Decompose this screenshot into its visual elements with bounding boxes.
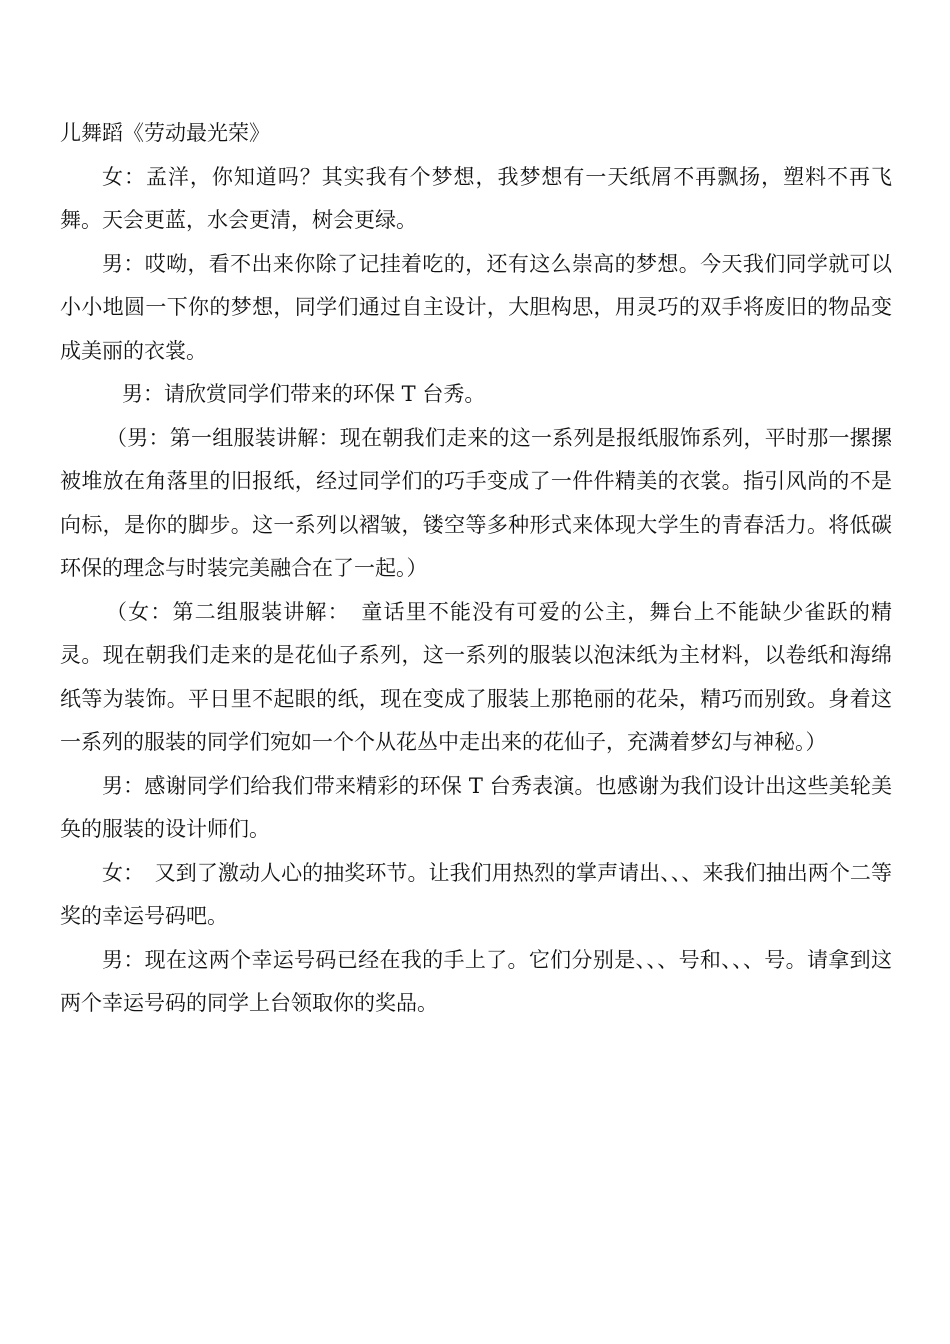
document-body — [60, 112, 892, 1026]
paragraph-male-lucky-numbers: 男：现在这两个幸运号码已经在我的手上了。它们分别是、、、号和、、、号。请拿到这两个幸运号码的同学上台领取你的奖品。 — [60, 947, 892, 1015]
paragraph-dance-title: 儿舞蹈《劳动最光荣》 — [60, 121, 270, 145]
paragraph-group-two-explanation: （女：第二组服装讲解： 童话里不能没有可爱的公主，舞台上不能缺少雀跃的精灵。现在朝我们走来的是花仙子系列，这一系列的服装以泡沫纸为主材料，以卷纸和海绵纸等为装饰。平日里不起眼的纸，现在变成了服装上那艳丽的花朵，精巧而别致。身着这一系列的服装的同学们宛如一个个从花丛中走出来的花仙子，充满着梦幻与神秘。） — [60, 599, 892, 754]
paragraph-male-design: 男：哎呦，看不出来你除了记挂着吃的，还有这么崇高的梦想。今天我们同学就可以小小地圆一下你的梦想，同学们通过自主设计，大胆构思，用灵巧的双手将废旧的物品变成美丽的衣裳。 — [60, 251, 892, 363]
paragraph-group-one-explanation: （男：第一组服装讲解：现在朝我们走来的这一系列是报纸服饰系列，平时那一摞摞被堆放在角落里的旧报纸，经过同学们的巧手变成了一件件精美的衣裳。指引风尚的不是向标，是你的脚步。这一系列以褶皱，镂空等多种形式来体现大学生的青春活力。将低碳环保的理念与时装完美融合在了一起。） — [60, 425, 892, 580]
paragraph-male-tshow-intro: 男：请欣赏同学们带来的环保 T 台秀。 — [122, 382, 486, 406]
paragraph-male-thanks: 男：感谢同学们给我们带来精彩的环保 T 台秀表演。也感谢为我们设计出这些美轮美奂的服装的设计师们。 — [60, 773, 892, 841]
paragraph-female-dream: 女：孟洋，你知道吗？其实我有个梦想，我梦想有一天纸屑不再飘扬，塑料不再飞舞。天会更蓝，水会更清，树会更绿。 — [60, 164, 892, 232]
paragraph-female-lottery: 女： 又到了激动人心的抽奖环节。让我们用热烈的掌声请出、、、来我们抽出两个二等奖的幸运号码吧。 — [60, 860, 892, 928]
